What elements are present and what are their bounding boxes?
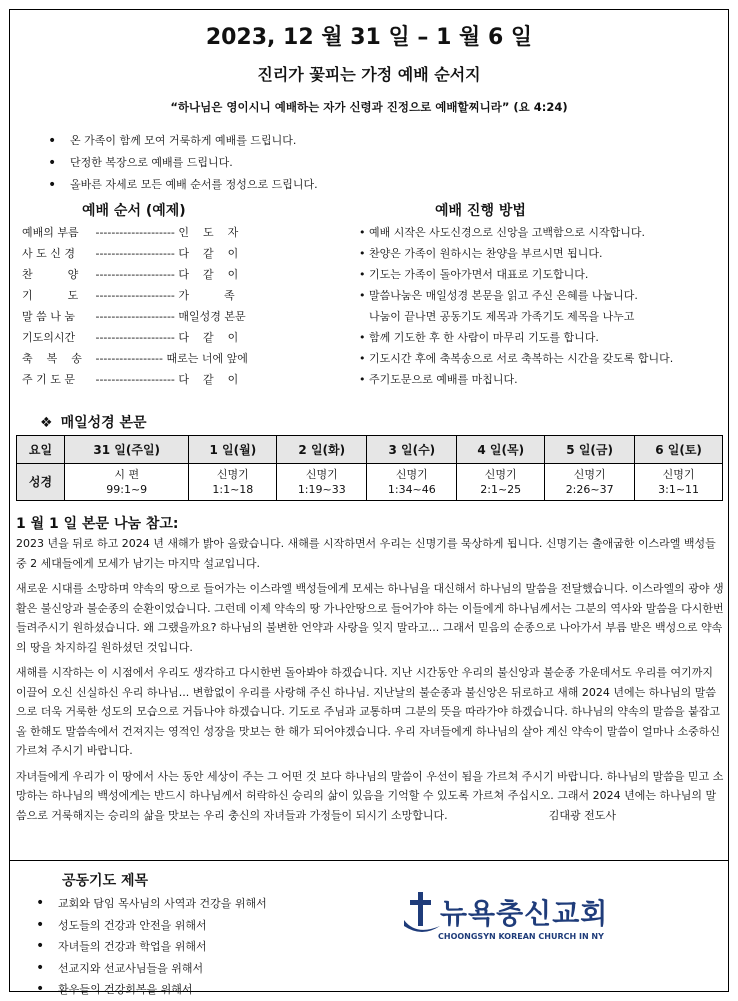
table-header-cell: 요일	[17, 436, 65, 464]
book-name: 신명기	[305, 468, 338, 481]
table-cell	[457, 464, 545, 501]
method-item: • 말씀나눔은 매일성경 본문을 읽고 주신 은혜를 나눕니다.	[359, 285, 729, 306]
order-dash: -----------------	[92, 352, 167, 365]
book-name: 시 편	[114, 468, 140, 481]
order-row	[22, 222, 352, 243]
order-label: 말 씀 나 눔	[22, 310, 75, 323]
prayer-item: • 자녀들의 건강과 학업을 위해서	[36, 936, 267, 958]
order-row	[22, 243, 352, 264]
passage-ref: 2:26~37	[565, 483, 614, 496]
order-heading: 예배 순서 (예제)	[82, 203, 186, 219]
order-label: 기도의시간	[22, 331, 76, 344]
prayer-heading: 공동기도 제목	[62, 873, 149, 889]
bible-heading	[40, 412, 147, 432]
bible-heading-text: 매일성경 본문	[60, 415, 147, 431]
prayer-item: • 선교지와 선교사님들을 위해서	[36, 958, 267, 980]
intro-list	[48, 130, 318, 196]
section-divider	[10, 860, 728, 861]
sharing-paragraph: 자녀들에게 우리가 이 땅에서 사는 동안 세상이 주는 그 어떤 것 보다 하나님의 말씀이 우선이 됨을 가르쳐 주시기 바랍니다. 하나님의 말씀을 믿고 소망하는 하나님의 백성에게는 반드시 하나님께서 허락하신 승리의 삶이 있음을 기억할 수 있도록 가르쳐 주십시오. 그래서 2024 년에는 하나님의 말씀으로 거룩해지는 승리의 삶을 맛보는 우리 충신의 자녀들과 가정들이 되시기 소망합니다.	[16, 769, 724, 822]
prayer-item: • 교회와 담임 목사님의 사역과 건강을 위해서	[36, 893, 267, 915]
passage-ref: 2:1~25	[480, 483, 522, 496]
method-item: • 주기도문으로 예배를 마칩니다.	[359, 369, 729, 390]
table-header-cell: 4 일(목)	[457, 436, 545, 464]
order-label: 축 복 송	[22, 352, 82, 365]
order-dash: --------------------	[92, 247, 179, 260]
passage-ref: 1:34~46	[387, 483, 436, 496]
logo-name-korean: 뉴욕충신교회	[440, 897, 609, 930]
prayer-item: • 성도들의 건강과 안전을 위해서	[36, 915, 267, 937]
cross-wave-icon	[402, 890, 442, 940]
table-header-cell: 31 일(주일)	[65, 436, 189, 464]
order-dash: --------------------	[92, 289, 179, 302]
table-header-cell: 2 일(화)	[277, 436, 367, 464]
sharing-heading: 1 월 1 일 본문 나눔 참고:	[16, 516, 179, 532]
method-item: • 찬양은 가족이 원하시는 찬양을 부르시면 됩니다.	[359, 243, 729, 264]
church-logo	[402, 890, 632, 950]
book-name: 신명기	[484, 468, 517, 481]
book-name: 신명기	[573, 468, 606, 481]
order-leader: 다 같 이	[178, 268, 239, 281]
table-cell	[65, 464, 189, 501]
prayer-list	[36, 893, 267, 1001]
worship-method-list	[359, 222, 729, 390]
book-name: 신명기	[662, 468, 695, 481]
order-dash: --------------------	[92, 226, 179, 239]
order-row	[22, 327, 352, 348]
order-label: 예배의 부름	[22, 226, 79, 239]
order-label: 사 도 신 경	[22, 247, 75, 260]
scripture-verse: “하나님은 영이시니 예배하는 자가 신령과 진정으로 예배할찌니라” (요 4:24)	[170, 100, 568, 114]
method-item: • 예배 시작은 사도신경으로 신앙을 고백함으로 시작합니다.	[359, 222, 729, 243]
order-dash: --------------------	[92, 331, 179, 344]
intro-item: • 올바른 자세로 모든 예배 순서를 정성으로 드립니다.	[48, 174, 318, 196]
page-subtitle: 진리가 꽃피는 가정 예배 순서지	[257, 65, 481, 84]
method-heading: 예배 진행 방법	[435, 203, 526, 219]
order-row	[22, 369, 352, 390]
daily-bible-table	[16, 435, 723, 501]
method-item: • 기도시간 후에 축복송으로 서로 축복하는 시간을 갖도록 합니다.	[359, 348, 729, 369]
intro-item: • 단정한 복장으로 예배를 드립니다.	[48, 152, 318, 174]
order-leader: 매일성경 본문	[178, 310, 246, 323]
method-item: 나눔이 끝나면 공동기도 제목과 가족기도 제목을 나누고	[369, 310, 635, 323]
order-row	[22, 348, 352, 369]
order-label: 찬 양	[22, 268, 79, 281]
table-header-cell: 5 일(금)	[545, 436, 635, 464]
order-leader: 가 족	[178, 289, 235, 302]
order-label: 기 도	[22, 289, 79, 302]
sharing-text	[16, 534, 726, 831]
method-item: • 기도는 가족이 돌아가면서 대표로 기도합니다.	[359, 264, 729, 285]
sharing-paragraph: 새로운 시대를 소망하며 약속의 땅으로 들어가는 이스라엘 백성들에게 모세는 하나님을 대신해서 하나님의 말씀을 전달했습니다. 이스라엘의 광야 생활은 불신앙과 불순종의 순환이었습니다. 그런데 이제 약속의 땅 가나안땅으로 들어가야 하는 이들에게 하나님께서는 그분의 역사와 말씀을 다시한번 들려주시기 원하셨습니다. 왜 그랬을까요? 하나님의 불변한 언약과 사랑을 잊지 말라고... 그래서 믿음의 순종으로 나아가서 부름 받은 백성으로 약속의 땅을 차지하길 원하셨던 것입니다.	[16, 582, 724, 654]
worship-order-list	[22, 222, 352, 390]
table-header-cell: 6 일(토)	[635, 436, 723, 464]
method-item: • 함께 기도한 후 한 사람이 마무리 기도를 합니다.	[359, 327, 729, 348]
table-row-label: 성경	[17, 464, 65, 501]
table-cell	[189, 464, 277, 501]
order-row	[22, 264, 352, 285]
order-leader: 인 도 자	[178, 226, 239, 239]
book-name: 신명기	[395, 468, 428, 481]
table-header-cell: 3 일(수)	[367, 436, 457, 464]
table-header-cell: 1 일(월)	[189, 436, 277, 464]
passage-ref: 3:1~11	[658, 483, 700, 496]
table-cell	[277, 464, 367, 501]
order-label: 주 기 도 문	[22, 373, 75, 386]
table-header-row	[17, 436, 723, 464]
logo-name-english: CHOONGSYN KOREAN CHURCH IN NY	[438, 932, 604, 941]
author-signature: 김대광 전도사	[548, 808, 616, 822]
page-title: 2023, 12 월 31 일 – 1 월 6 일	[205, 25, 533, 50]
passage-ref: 99:1~9	[106, 483, 148, 496]
order-row	[22, 306, 352, 327]
order-leader: 다 같 이	[178, 247, 239, 260]
table-row	[17, 464, 723, 501]
order-dash: --------------------	[92, 373, 179, 386]
passage-ref: 1:1~18	[212, 483, 254, 496]
sharing-paragraph: 2023 년을 뒤로 하고 2024 년 새해가 밝아 올랐습니다. 새해를 시작하면서 우리는 신명기를 묵상하게 됩니다. 신명기는 출애굽한 이스라엘 백성들 중 2 세대들에게 모세가 남기는 마지막 설교입니다.	[16, 537, 716, 570]
order-dash: --------------------	[92, 268, 179, 281]
intro-item: • 온 가족이 함께 모여 거룩하게 예배를 드립니다.	[48, 130, 318, 152]
passage-ref: 1:19~33	[297, 483, 346, 496]
order-dash: --------------------	[92, 310, 179, 323]
table-cell	[635, 464, 723, 501]
order-row	[22, 285, 352, 306]
order-leader: 때로는 너에 앞에	[166, 352, 248, 365]
order-leader: 다 같 이	[178, 373, 239, 386]
worship-bulletin	[9, 9, 729, 996]
sharing-paragraph: 새해를 시작하는 이 시점에서 우리도 생각하고 다시한번 돌아봐야 하겠습니다. 지난 시간동안 우리의 불신앙과 불순종 가운데서도 우리를 여기까지 이끌어 오신 신실하신 우리 하나님... 변함없이 우리를 사랑해 주신 하나님. 지난날의 불순종과 불신앙은 뒤로하고 새해 2024 년에는 하나님의 말씀으로 더욱 거룩한 성도의 모습으로 거듭나야 하겠습니다. 기도로 주님과 교통하며 그분의 뜻을 따라가야 하겠습니다. 하나님의 약속의 말씀을 붙잡고 올 한해도 말씀속에서 건져지는 영적인 성장을 맛보는 한 해가 되어야겠습니다. 우리 자녀들에게 하나님의 살아 계신 약속이 말씀이 얼마나 소중하신 가르쳐 주시기 바랍니다.	[16, 666, 720, 757]
order-leader: 다 같 이	[178, 331, 239, 344]
prayer-item: • 환우들의 건강회복을 위해서	[36, 979, 267, 1001]
book-name: 신명기	[216, 468, 249, 481]
diamond-bullet-icon: ❖	[40, 415, 53, 431]
table-cell	[545, 464, 635, 501]
table-cell	[367, 464, 457, 501]
